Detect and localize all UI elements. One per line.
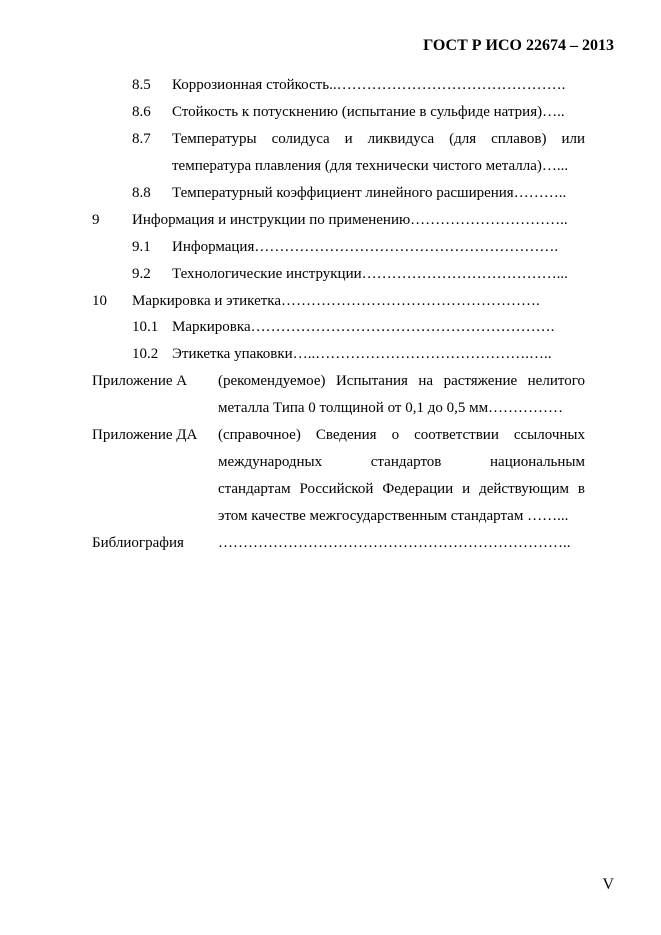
toc-entry-number: 8.7 xyxy=(132,131,151,147)
appendix-title-line-3: стандартам Российской Федерации и действующим в xyxy=(218,481,585,497)
page-number: V xyxy=(602,876,614,893)
toc-entry-title-line-1: Температуры солидуса и ликвидуса (для сплавов) или xyxy=(172,131,585,147)
toc-entry-title: Этикетка упаковки…..…………………………………….….. xyxy=(172,346,552,362)
appendix-title-line-2: металла Типа 0 толщиной от 0,1 до 0,5 мм…………… xyxy=(218,400,564,416)
bibliography-leader-dots: …………………………………………………………….. xyxy=(218,535,571,551)
appendix-label: Приложение ДА xyxy=(92,427,198,443)
toc-entry-number: 9.2 xyxy=(132,266,151,282)
appendix-title-line-1: (справочное) Сведения о соответствии ссылочных xyxy=(218,427,585,443)
appendix-label: Приложение А xyxy=(92,373,188,389)
toc-entry-title: Температурный коэффициент линейного расширения……….. xyxy=(172,185,567,201)
toc-entry-title-line-2: температура плавления (для технически чистого металла)…... xyxy=(172,158,569,174)
toc-entry-number: 8.6 xyxy=(132,104,151,120)
toc-entry-title: Технологические инструкции…………………………………... xyxy=(172,266,568,282)
toc-entry-number: 10.1 xyxy=(132,319,159,335)
toc-entry-number: 10 xyxy=(92,293,107,309)
bibliography-label: Библиография xyxy=(92,535,184,551)
toc-entry-number: 8.8 xyxy=(132,185,151,201)
toc-entry-title: Маркировка и этикетка……………………………………………. xyxy=(132,293,540,309)
toc-entry-title: Информация и инструкции по применению………………………….. xyxy=(132,212,568,228)
toc-entry-title: Коррозионная стойкость..………………………………………. xyxy=(172,77,566,93)
appendix-title-line-4: этом качестве межгосударственным стандартам ……... xyxy=(218,508,569,524)
toc-entry-title: Маркировка……………………………………………………. xyxy=(172,319,555,335)
appendix-title-line-1: (рекомендуемое) Испытания на растяжение нелитого xyxy=(218,373,585,389)
appendix-title-line-2: международных стандартов национальным xyxy=(218,454,585,470)
toc-entry-title: Информация……………………………………………………. xyxy=(172,239,559,255)
toc-entry-number: 10.2 xyxy=(132,346,159,362)
toc-entry-title: Стойкость к потускнению (испытание в сульфиде натрия)….. xyxy=(172,104,565,120)
toc-entry-number: 9.1 xyxy=(132,239,151,255)
toc-entry-number: 8.5 xyxy=(132,77,151,93)
document-code-header: ГОСТ Р ИСО 22674 – 2013 xyxy=(423,37,614,54)
toc-entry-number: 9 xyxy=(92,212,100,228)
